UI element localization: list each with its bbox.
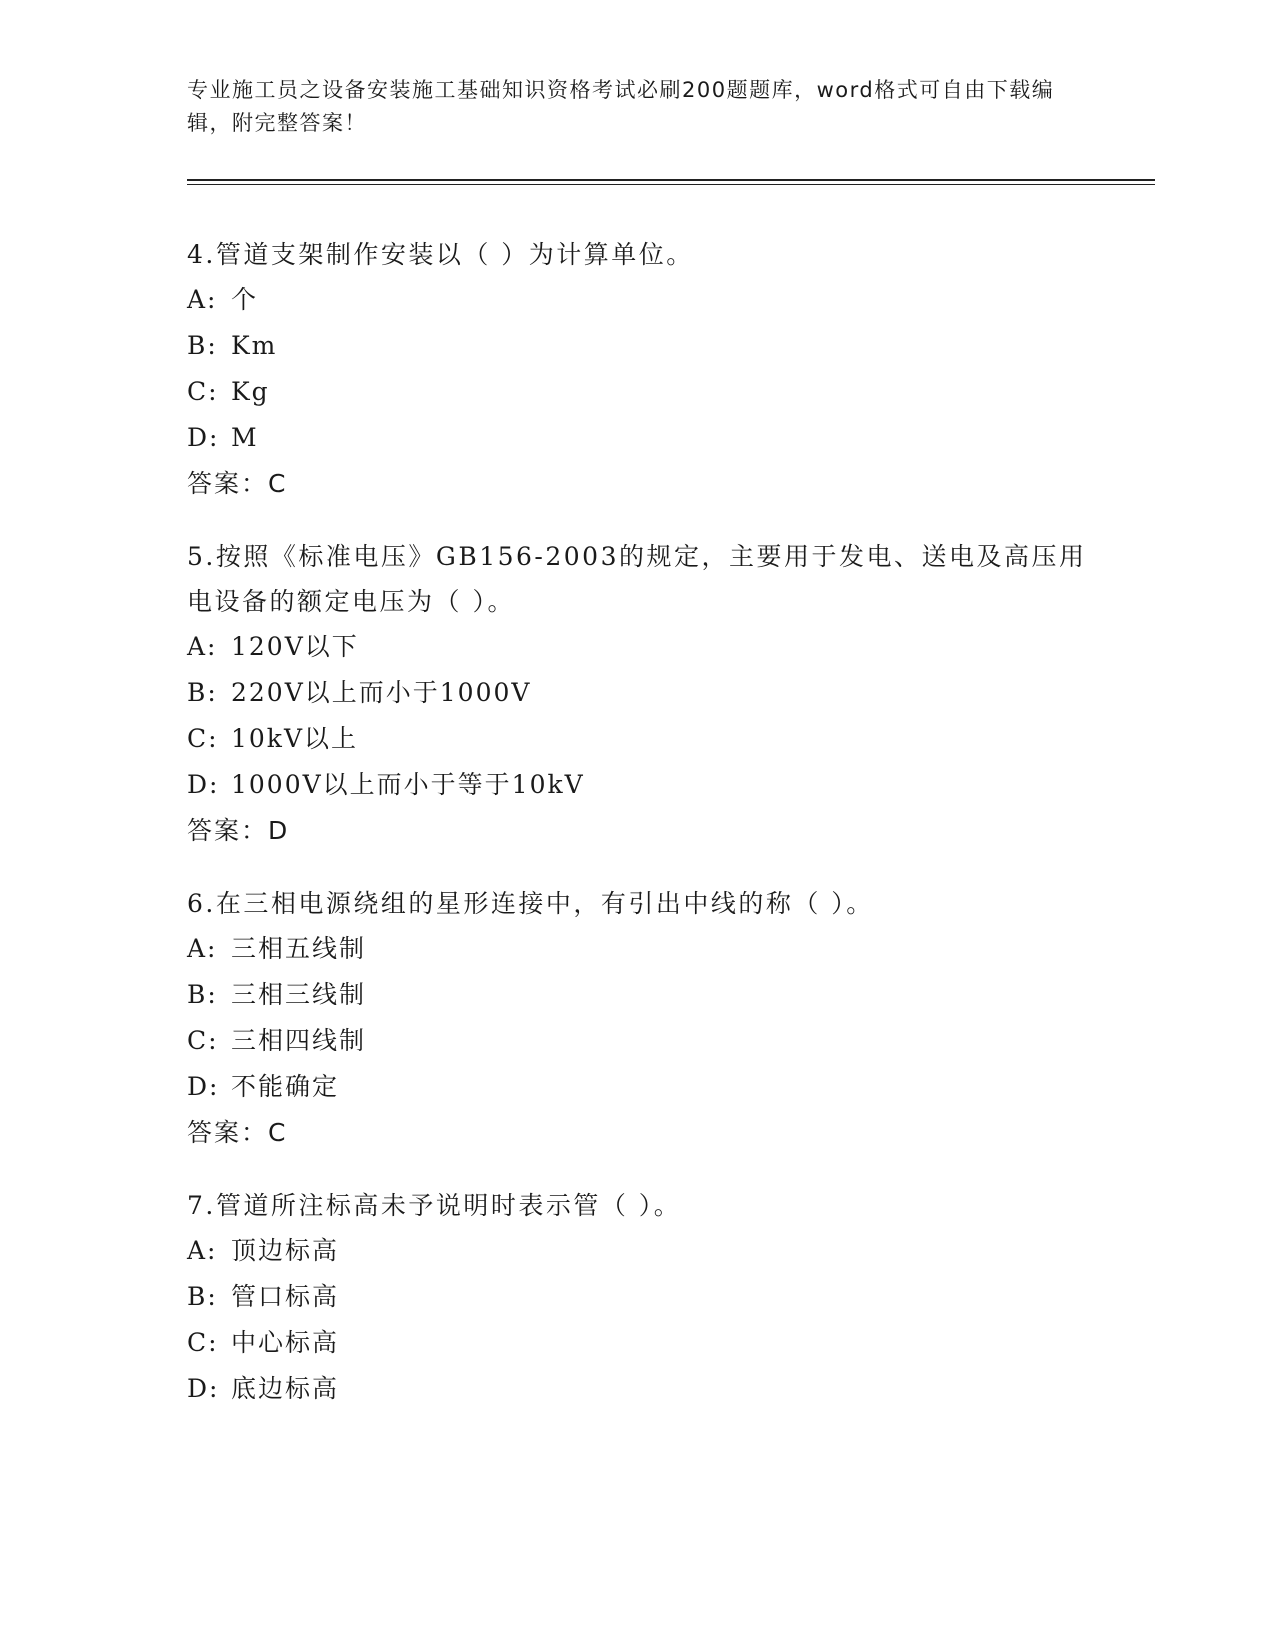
option-d — [187, 415, 1087, 461]
option-b — [187, 1274, 1087, 1320]
question-list — [187, 232, 1087, 1439]
question-6 — [187, 881, 1087, 1156]
option-a — [187, 277, 1087, 323]
option-text: 三相五线制 — [231, 934, 367, 963]
option-key: C: — [187, 377, 219, 406]
answer-line: 答案：C — [187, 469, 288, 498]
question-stem: 4.管道支架制作安装以（ ）为计算单位。 — [187, 240, 694, 269]
option-text: 顶边标高 — [231, 1236, 340, 1265]
option-key: D: — [187, 1072, 220, 1101]
option-text: 不能确定 — [231, 1072, 340, 1101]
option-text: 中心标高 — [231, 1328, 340, 1357]
option-d — [187, 1366, 1087, 1412]
option-key: C: — [187, 1026, 219, 1055]
option-c — [187, 1018, 1087, 1064]
question-5 — [187, 534, 1087, 854]
option-d — [187, 762, 1087, 808]
option-c — [187, 1320, 1087, 1366]
option-text: 底边标高 — [231, 1374, 340, 1403]
option-b — [187, 323, 1087, 369]
option-text: 管口标高 — [231, 1282, 340, 1311]
option-text: 1000V以上而小于等于10kV — [231, 770, 585, 799]
option-d — [187, 1064, 1087, 1110]
option-text: Km — [231, 331, 278, 360]
option-key: D: — [187, 1374, 220, 1403]
question-7 — [187, 1183, 1087, 1412]
option-text: 三相三线制 — [231, 980, 367, 1009]
option-text: 220V以上而小于1000V — [231, 678, 532, 707]
option-a — [187, 926, 1087, 972]
question-4 — [187, 232, 1087, 507]
option-key: C: — [187, 1328, 219, 1357]
header-divider-thin — [187, 184, 1155, 185]
question-stem: 6.在三相电源绕组的星形连接中，有引出中线的称（ ）。 — [187, 889, 874, 918]
option-key: A: — [187, 934, 218, 963]
option-key: B: — [187, 1282, 218, 1311]
option-key: B: — [187, 331, 218, 360]
option-text: 三相四线制 — [231, 1026, 367, 1055]
option-text: 120V以下 — [231, 632, 359, 661]
answer-line: 答案：C — [187, 1118, 288, 1147]
option-text: M — [231, 423, 259, 452]
option-key: D: — [187, 770, 220, 799]
question-stem: 5.按照《标准电压》GB156-2003的规定，主要用于发电、送电及高压用电设备的额定电压为（ ）。 — [187, 542, 1087, 616]
option-key: D: — [187, 423, 220, 452]
option-a — [187, 1228, 1087, 1274]
option-b — [187, 670, 1087, 716]
option-key: A: — [187, 1236, 218, 1265]
document-header — [187, 74, 1087, 140]
answer-line: 答案：D — [187, 816, 290, 845]
option-b — [187, 972, 1087, 1018]
option-text: 10kV以上 — [231, 724, 359, 753]
option-key: C: — [187, 724, 219, 753]
document-title: 专业施工员之设备安装施工基础知识资格考试必刷200题题库，word格式可自由下载编辑，附完整答案！ — [187, 78, 1055, 135]
option-key: A: — [187, 285, 218, 314]
header-divider-thick — [187, 179, 1155, 181]
option-text: Kg — [231, 377, 270, 406]
option-text: 个 — [231, 285, 259, 314]
option-c — [187, 369, 1087, 415]
option-key: B: — [187, 980, 218, 1009]
option-key: B: — [187, 678, 218, 707]
option-a — [187, 624, 1087, 670]
question-stem: 7.管道所注标高未予说明时表示管（ ）。 — [187, 1191, 682, 1220]
option-key: A: — [187, 632, 218, 661]
option-c — [187, 716, 1087, 762]
